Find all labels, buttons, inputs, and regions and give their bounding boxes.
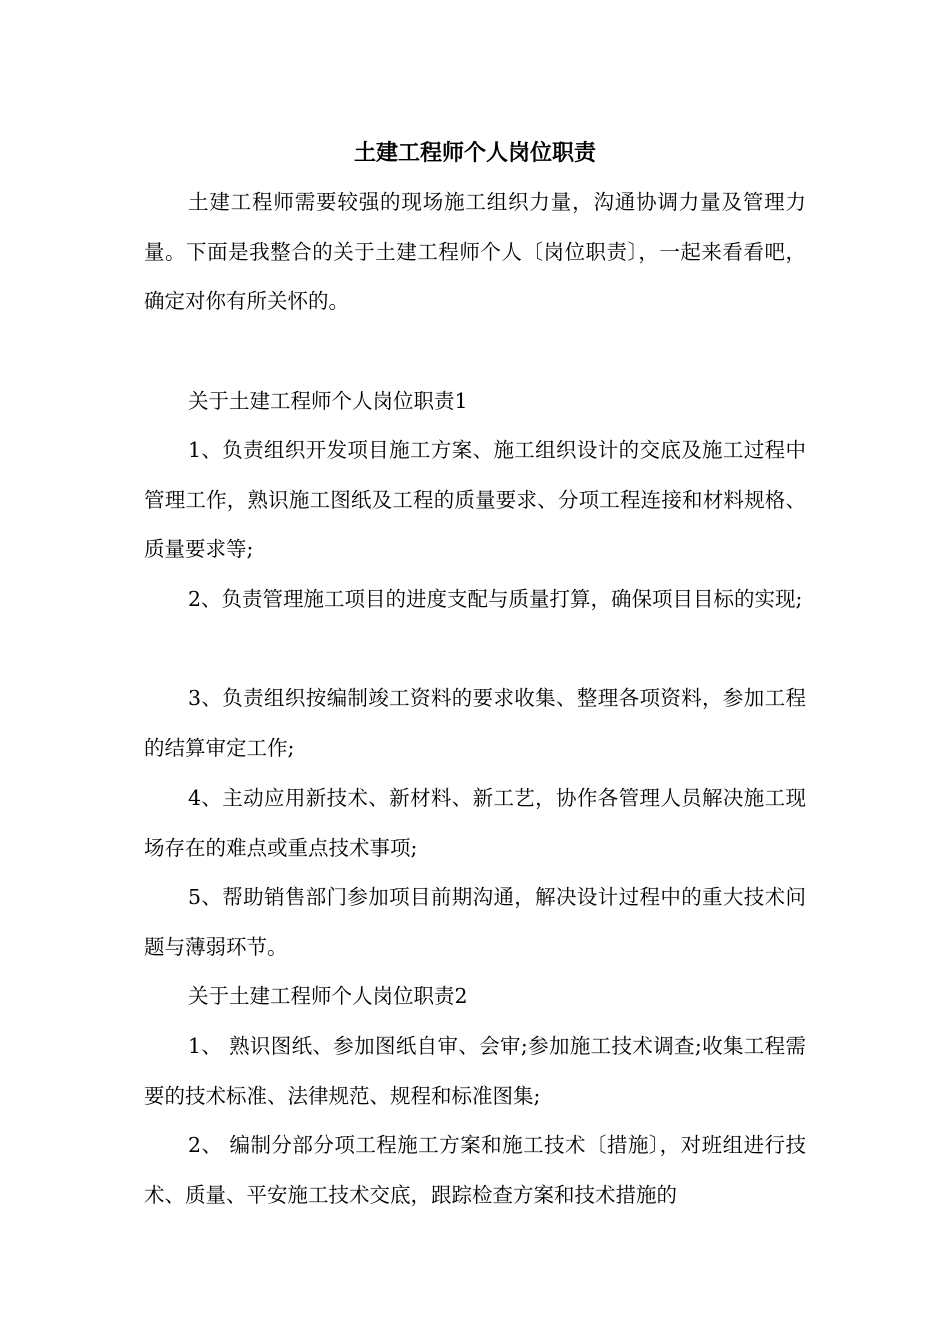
section-1-item-4: 4、主动应用新技术、新材料、新工艺，协作各管理人员解决施工现场存在的难点或重点技术事项; bbox=[144, 786, 806, 860]
section-1-item-3: 3、负责组织按编制竣工资料的要求收集、整理各项资料，参加工程的结算审定工作; bbox=[144, 686, 806, 760]
section-2-item-1: 1、 熟识图纸、参加图纸自审、会审;参加施工技术调查;收集工程需要的技术标准、法律规范、规程和标准图集; bbox=[144, 1034, 806, 1108]
section-2-item-2: 2、 编制分部分项工程施工方案和施工技术〔措施〕，对班组进行技术、质量、平安施工技术交底，跟踪检查方案和技术措施的 bbox=[144, 1133, 806, 1207]
section-1-item-2: 2、负责管理施工项目的进度支配与质量打算，确保项目目标的实现; bbox=[188, 587, 803, 611]
document-title: 土建工程师个人岗位职责 bbox=[353, 140, 596, 166]
section-2-heading: 关于土建工程师个人岗位职责2 bbox=[188, 984, 468, 1008]
section-1-item-5: 5、帮助销售部门参加项目前期沟通，解决设计过程中的重大技术问题与薄弱环节。 bbox=[144, 885, 806, 959]
section-1-item-1: 1、负责组织开发项目施工方案、施工组织设计的交底及施工过程中管理工作，熟识施工图纸及工程的质量要求、分项工程连接和材料规格、质量要求等; bbox=[144, 438, 806, 562]
section-1-heading: 关于土建工程师个人岗位职责1 bbox=[188, 389, 468, 413]
intro-paragraph: 土建工程师需要较强的现场施工组织力量，沟通协调力量及管理力量。下面是我整合的关于土建工程师个人〔岗位职责〕，一起来看看吧，确定对你有所关怀的。 bbox=[144, 190, 806, 314]
